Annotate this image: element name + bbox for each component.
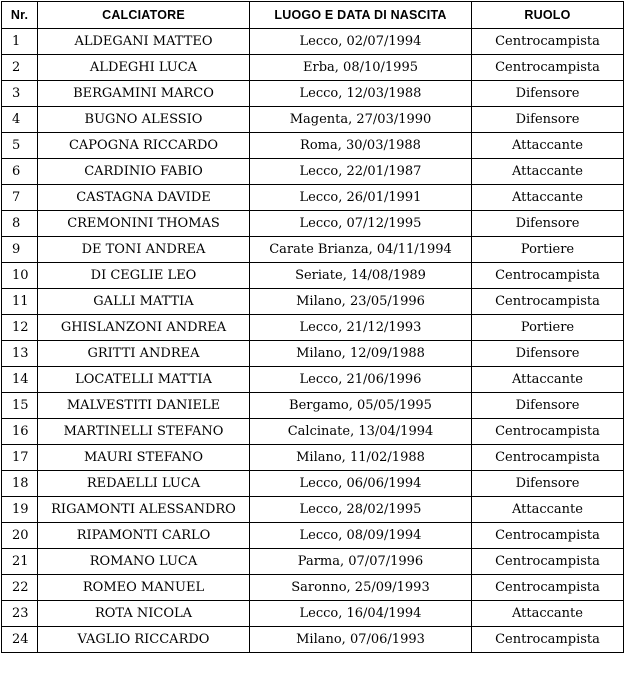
cell-player: GHISLANZONI ANDREA (38, 315, 250, 341)
cell-role: Portiere (472, 237, 624, 263)
cell-birthplace-date: Milano, 12/09/1988 (250, 341, 472, 367)
cell-role: Attaccante (472, 133, 624, 159)
table-row (2, 445, 624, 471)
table-row (2, 341, 624, 367)
cell-birthplace-date: Lecco, 08/09/1994 (250, 523, 472, 549)
table-row (2, 471, 624, 497)
cell-nr: 16 (2, 419, 38, 445)
cell-nr: 24 (2, 627, 38, 653)
table-row (2, 523, 624, 549)
cell-role: Centrocampista (472, 627, 624, 653)
cell-role: Centrocampista (472, 29, 624, 55)
cell-player: LOCATELLI MATTIA (38, 367, 250, 393)
cell-player: ALDEGHI LUCA (38, 55, 250, 81)
cell-nr: 8 (2, 211, 38, 237)
cell-role: Difensore (472, 471, 624, 497)
cell-nr: 20 (2, 523, 38, 549)
cell-nr: 7 (2, 185, 38, 211)
cell-player: MARTINELLI STEFANO (38, 419, 250, 445)
cell-nr: 23 (2, 601, 38, 627)
cell-player: GALLI MATTIA (38, 289, 250, 315)
table-row (2, 237, 624, 263)
header-role: RUOLO (472, 2, 624, 29)
cell-birthplace-date: Lecco, 07/12/1995 (250, 211, 472, 237)
cell-nr: 21 (2, 549, 38, 575)
table-row (2, 575, 624, 601)
cell-nr: 10 (2, 263, 38, 289)
cell-player: GRITTI ANDREA (38, 341, 250, 367)
cell-nr: 15 (2, 393, 38, 419)
table-row (2, 315, 624, 341)
cell-birthplace-date: Bergamo, 05/05/1995 (250, 393, 472, 419)
cell-role: Difensore (472, 393, 624, 419)
cell-nr: 17 (2, 445, 38, 471)
cell-birthplace-date: Lecco, 06/06/1994 (250, 471, 472, 497)
table-row (2, 29, 624, 55)
table-row (2, 55, 624, 81)
cell-player: CAPOGNA RICCARDO (38, 133, 250, 159)
cell-nr: 19 (2, 497, 38, 523)
cell-birthplace-date: Lecco, 21/12/1993 (250, 315, 472, 341)
cell-role: Centrocampista (472, 445, 624, 471)
cell-birthplace-date: Magenta, 27/03/1990 (250, 107, 472, 133)
cell-player: CASTAGNA DAVIDE (38, 185, 250, 211)
header-birth: LUOGO E DATA DI NASCITA (250, 2, 472, 29)
cell-birthplace-date: Carate Brianza, 04/11/1994 (250, 237, 472, 263)
cell-role: Attaccante (472, 367, 624, 393)
table-row (2, 549, 624, 575)
table-row (2, 107, 624, 133)
cell-role: Centrocampista (472, 523, 624, 549)
cell-nr: 3 (2, 81, 38, 107)
table-row (2, 263, 624, 289)
cell-role: Attaccante (472, 159, 624, 185)
cell-nr: 6 (2, 159, 38, 185)
cell-player: CARDINIO FABIO (38, 159, 250, 185)
cell-role: Centrocampista (472, 289, 624, 315)
cell-nr: 22 (2, 575, 38, 601)
cell-player: RIPAMONTI CARLO (38, 523, 250, 549)
cell-nr: 1 (2, 29, 38, 55)
cell-role: Difensore (472, 107, 624, 133)
table-row (2, 289, 624, 315)
table-row (2, 419, 624, 445)
cell-birthplace-date: Seriate, 14/08/1989 (250, 263, 472, 289)
cell-nr: 4 (2, 107, 38, 133)
cell-player: ROMEO MANUEL (38, 575, 250, 601)
cell-role: Difensore (472, 81, 624, 107)
cell-player: CREMONINI THOMAS (38, 211, 250, 237)
cell-role: Attaccante (472, 497, 624, 523)
cell-role: Centrocampista (472, 575, 624, 601)
table-row (2, 627, 624, 653)
cell-role: Attaccante (472, 185, 624, 211)
cell-player: REDAELLI LUCA (38, 471, 250, 497)
table-row (2, 367, 624, 393)
table-row (2, 211, 624, 237)
cell-birthplace-date: Lecco, 16/04/1994 (250, 601, 472, 627)
table-row (2, 601, 624, 627)
cell-player: ALDEGANI MATTEO (38, 29, 250, 55)
cell-birthplace-date: Saronno, 25/09/1993 (250, 575, 472, 601)
table-row (2, 497, 624, 523)
cell-nr: 13 (2, 341, 38, 367)
cell-nr: 5 (2, 133, 38, 159)
cell-nr: 14 (2, 367, 38, 393)
cell-birthplace-date: Erba, 08/10/1995 (250, 55, 472, 81)
cell-birthplace-date: Lecco, 21/06/1996 (250, 367, 472, 393)
cell-birthplace-date: Parma, 07/07/1996 (250, 549, 472, 575)
table-row (2, 81, 624, 107)
table-body (2, 29, 624, 653)
cell-player: ROMANO LUCA (38, 549, 250, 575)
cell-role: Centrocampista (472, 55, 624, 81)
cell-player: MAURI STEFANO (38, 445, 250, 471)
cell-nr: 2 (2, 55, 38, 81)
table-row (2, 393, 624, 419)
cell-player: ROTA NICOLA (38, 601, 250, 627)
cell-birthplace-date: Milano, 11/02/1988 (250, 445, 472, 471)
cell-birthplace-date: Lecco, 22/01/1987 (250, 159, 472, 185)
cell-role: Portiere (472, 315, 624, 341)
cell-nr: 18 (2, 471, 38, 497)
cell-player: RIGAMONTI ALESSANDRO (38, 497, 250, 523)
cell-birthplace-date: Roma, 30/03/1988 (250, 133, 472, 159)
cell-role: Attaccante (472, 601, 624, 627)
table-row (2, 185, 624, 211)
player-roster-table (1, 1, 624, 653)
cell-nr: 11 (2, 289, 38, 315)
cell-player: BUGNO ALESSIO (38, 107, 250, 133)
cell-birthplace-date: Lecco, 26/01/1991 (250, 185, 472, 211)
table-row (2, 133, 624, 159)
cell-role: Difensore (472, 211, 624, 237)
cell-player: VAGLIO RICCARDO (38, 627, 250, 653)
header-row (2, 2, 624, 29)
cell-birthplace-date: Lecco, 12/03/1988 (250, 81, 472, 107)
cell-role: Difensore (472, 341, 624, 367)
cell-birthplace-date: Lecco, 28/02/1995 (250, 497, 472, 523)
cell-birthplace-date: Milano, 23/05/1996 (250, 289, 472, 315)
cell-role: Centrocampista (472, 419, 624, 445)
cell-player: DE TONI ANDREA (38, 237, 250, 263)
cell-player: MALVESTITI DANIELE (38, 393, 250, 419)
cell-birthplace-date: Lecco, 02/07/1994 (250, 29, 472, 55)
cell-nr: 12 (2, 315, 38, 341)
cell-player: BERGAMINI MARCO (38, 81, 250, 107)
table-row (2, 159, 624, 185)
cell-role: Centrocampista (472, 549, 624, 575)
cell-nr: 9 (2, 237, 38, 263)
header-nr: Nr. (2, 2, 38, 29)
cell-player: DI CEGLIE LEO (38, 263, 250, 289)
cell-birthplace-date: Calcinate, 13/04/1994 (250, 419, 472, 445)
cell-birthplace-date: Milano, 07/06/1993 (250, 627, 472, 653)
header-player: CALCIATORE (38, 2, 250, 29)
table-header (2, 2, 624, 29)
cell-role: Centrocampista (472, 263, 624, 289)
